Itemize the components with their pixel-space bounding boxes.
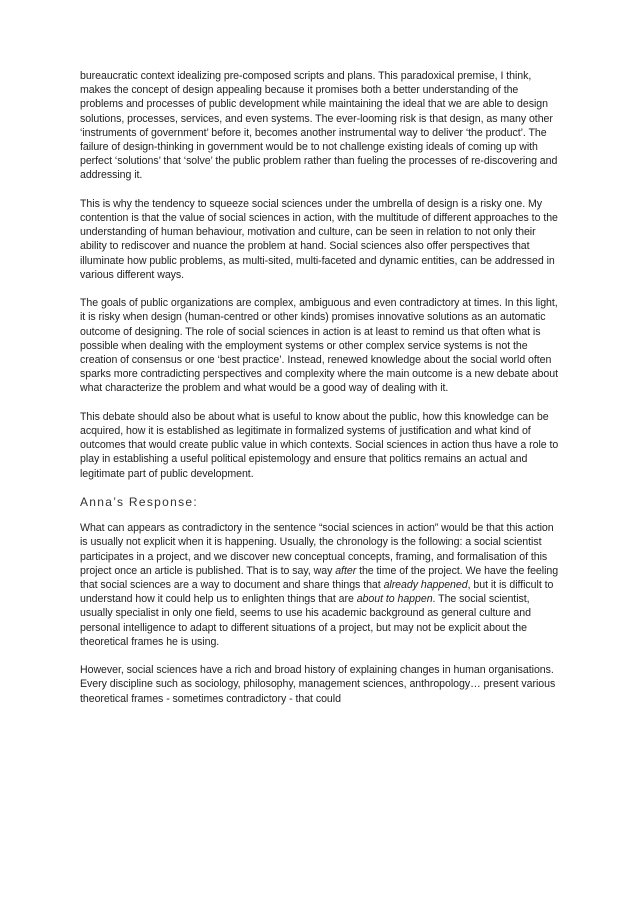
body-paragraph [80,69,564,183]
body-paragraph [80,296,564,395]
italic-text: about to happen [356,593,433,606]
paragraph-text: This is why the tendency to squeeze social sciences under the umbrella of design is a risky one. My contention is that the value of social sciences in action, with the multitude of different approaches to the understanding of human behaviour, motivation and culture, can be seen in relation to not only their ability to rediscover and nuance the problem at hand. Social sciences also offer perspectives that illuminate how public problems, as multi-sited, multi-faceted and dynamic entities, can be addressed in various different ways. [80,197,558,281]
document-page [80,69,564,720]
paragraph-text: the time of the project. We have the feeling that social sciences are a way to document and share things that [80,564,559,592]
paragraph-text: bureaucratic context idealizing pre-composed scripts and plans. This paradoxical premise, I think, makes the concept of design appealing because it promises both a better understanding of the problems and processes of public development while maintaining the ideal that we are able to design solutions, processes, services, and even systems. The ever-looming risk is that design, as many other ‘instruments of government’ before it, becomes another instrumental way to deliver ‘the product’. The failure of design-thinking in government would be to not challenge existing ideals of coming up with perfect ‘solutions’ that ‘solve’ the public problem rather than fueling the processes of re-discovering and addressing it. [80,70,558,182]
italic-text: after [335,564,357,577]
essay-section [80,69,564,481]
section-heading: Anna’s Response: [80,495,198,510]
paragraph-text: What can appears as contradictory in the sentence “social sciences in action” would be that this action is usually not explicit when it is happening. Usually, the chronology is the following: a social scientist participates in a project, and we discover new conceptual concepts, framing, and formalisation of this project once an article is published. That is to say, way [80,522,554,577]
body-paragraph [80,197,564,282]
body-paragraph [80,521,564,649]
paragraph-text: , but it is difficult to understand how it could help us to enlighten things that are [80,579,554,606]
response-section [80,521,564,706]
paragraph-text: . The social scientist, usually specialist in only one field, seems to use his academic background as general culture and personal intelligence to adapt to different situations of a project, but may not be explicit about the theoretical frames he is using. [80,593,531,648]
paragraph-text: The goals of public organizations are complex, ambiguous and even contradictory at times. In this light, it is risky when design (human-centred or other kinds) promises innovative solutions as an automatic outcome of designing. The role of social sciences in action is at least to remind us that often what is possible when dealing with the employment systems or other complex service systems is not the creation of consensus or one ‘best practice’. Instead, renewed knowledge about the social world often sparks more contradicting perspectives and complexity where the main outcome is a new debate about what characterize the problem and what would be a good way of dealing with it. [80,297,558,395]
body-paragraph [80,663,564,706]
paragraph-text: This debate should also be about what is useful to know about the public, how this knowledge can be acquired, how it is established as legitimate in formalized systems of justification and what kind of outcomes that would create public value in which contexts. Social sciences in action thus have a role to play in establishing a useful political epistemology and ensure that politics remains an actual and legitimate part of public development. [80,410,559,480]
paragraph-text: However, social sciences have a rich and broad history of explaining changes in human organisations. Every discipline such as sociology, philosophy, management sciences, anthropology… present various theoretical frames - sometimes contradictory - that could [80,664,556,705]
italic-text: already happened [383,579,468,592]
body-paragraph [80,410,564,481]
